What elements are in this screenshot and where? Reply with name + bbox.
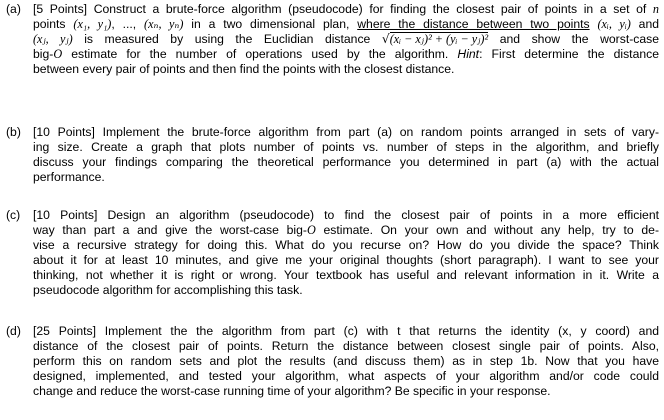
underlined-text: where the distance between two points — [357, 17, 590, 31]
points-value: [25 Points] — [33, 324, 96, 338]
math-expression: (xᵢ − xⱼ)² + (yᵢ − yⱼ)² — [389, 32, 489, 46]
question-text-line: Implement the the algorithm from part (c) with t that returns the identity (x, y coord) and — [104, 324, 660, 338]
math-tuple: (xⱼ, yⱼ) — [33, 32, 73, 46]
question-text-line: designed, implemented, and tested your algorithm, what aspects of your algorithm and/or code could — [33, 369, 659, 383]
question-text-line: Design an algorithm (pseudocode) to find the closest pair of points in a more efficient — [107, 208, 660, 222]
question-text-line: estimate. On your own and without any help, try to de- — [323, 223, 660, 237]
question-text-line: distance of the closest pair of points. Return the distance between closest single pair of points. Also, — [33, 339, 659, 353]
question-text — [33, 208, 659, 298]
question-label: (a) — [6, 2, 21, 16]
question-text — [33, 324, 659, 399]
question-label: (c) — [6, 208, 21, 222]
question-text-line: Implement the brute-force algorithm from part (a) on random points arranged in sets of vary- — [102, 125, 660, 139]
math-variable: n — [652, 2, 660, 16]
conjunction-text: and — [638, 17, 660, 31]
question-label: (b) — [6, 125, 21, 139]
question-text-line: and show the worst-case — [499, 32, 660, 46]
bigo-symbol: O — [53, 47, 63, 61]
question-text-line: about it for at least 10 minutes, and give me your original thoughts (short paragraph). I want to see your — [33, 253, 659, 267]
question-text-line: vise a recursive strategy for doing this. What do you recurse on? How do you divide the space? Think — [33, 238, 659, 252]
question-text-line: ing size. Create a graph that plots number of points vs. number of steps in the algorithm, and briefly — [33, 140, 659, 154]
question-text-line: perform this on random sets and plot the results (and discuss them) as in step 1b. Now that you have — [33, 354, 659, 368]
question-text-line: discuss your findings comparing the theoretical performance you determined in part (a) with the actual — [33, 155, 659, 169]
math-tuple: (xᵢ, yᵢ) — [597, 17, 631, 31]
question-text-line: estimate for the number of operations used by the algorithm. — [71, 47, 449, 61]
hint-label: Hint — [457, 47, 480, 61]
math-tuple: (xₙ, yₙ) — [144, 17, 184, 31]
question-text-line: change and reduce the worst-case running time of your algorithm? Be specific in your response. — [33, 384, 551, 398]
question-text-line: points — [33, 17, 66, 31]
bigo-prefix: big- — [33, 47, 54, 61]
question-text-line: is measured by using the Euclidian distance — [84, 32, 371, 46]
question-text-line: thinking, not whether it is right or wrong. Your textbook has useful and relevant information in it. Write a — [33, 268, 659, 282]
sqrt-icon: √ — [381, 32, 390, 46]
points-value: [10 Points] — [33, 125, 95, 139]
question-text-line: way than part a and give the worst-case big- — [33, 223, 307, 237]
bigo-symbol: O — [306, 223, 316, 237]
question-text-line: between every pair of points and then find the points with the closest distance. — [33, 62, 455, 76]
math-tuple: (x₁, y₁) — [73, 17, 112, 31]
points-value: [10 Points] — [33, 208, 98, 222]
question-text-line: Construct a brute-force algorithm (pseudocode) for finding the closest pair of points in a set of — [93, 2, 647, 16]
sqrt-expression — [382, 32, 488, 46]
question-text-line: performance. — [33, 170, 105, 184]
question-text-line: pseudocode algorithm for accomplishing this task. — [33, 283, 303, 297]
question-text-line: in a two dimensional plan, — [191, 17, 350, 31]
ellipsis-text: , ..., — [111, 17, 137, 31]
hint-text: : First determine the distance — [479, 47, 659, 61]
question-text — [33, 125, 659, 185]
question-label: (d) — [6, 324, 21, 338]
points-value: [5 Points] — [33, 2, 88, 16]
question-text — [33, 2, 659, 77]
